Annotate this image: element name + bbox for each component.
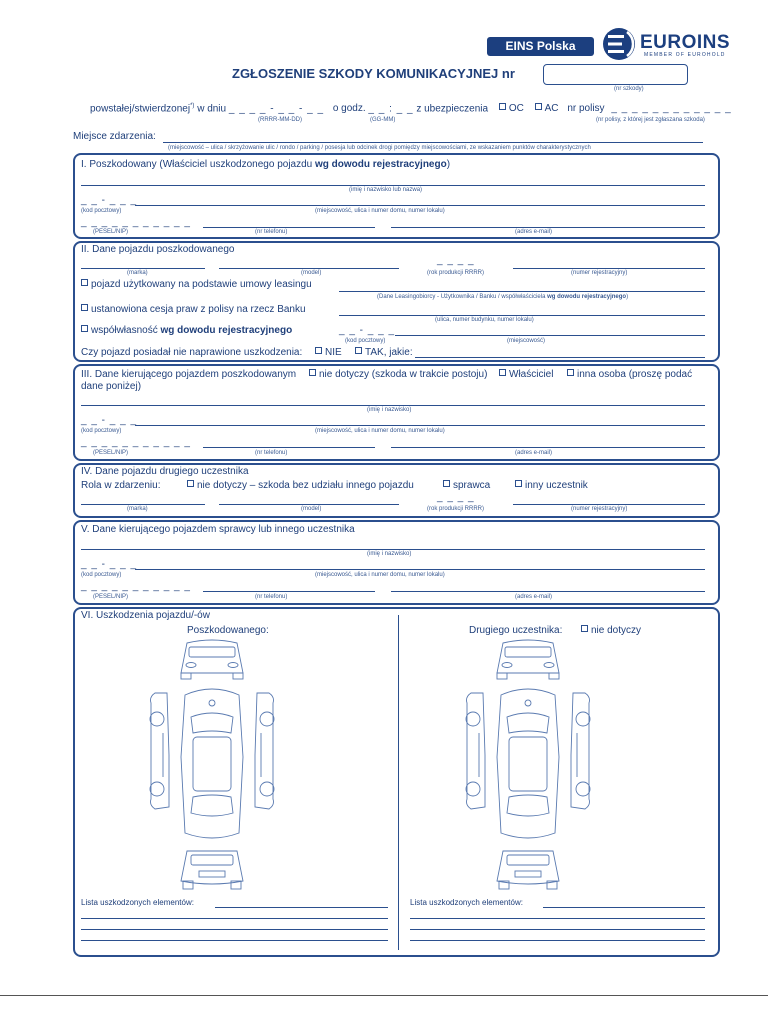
other-driver-email-field[interactable]: [391, 591, 705, 592]
driver-pesel-caption: (PESEL/NIP): [93, 450, 129, 456]
other-registration-caption: (numer rejestracyjny): [571, 506, 628, 512]
policy-caption: (nr polisy, z której jest zgłaszana szkoda): [596, 117, 705, 123]
date-caption: (RRRR-MM-DD): [258, 117, 302, 123]
oc-label: OC: [508, 103, 524, 115]
checkbox-icon: [81, 325, 88, 332]
section-5-title: V. Dane kierującego pojazdem sprawcy lub innego uczestnika: [81, 524, 355, 535]
no-other-vehicle-checkbox[interactable]: nie dotyczy – szkoda bez udziału innego pojazdu: [187, 480, 414, 491]
left-damage-line[interactable]: [81, 918, 388, 919]
policy-number-field[interactable]: _ _ _ _ _ _ _ _ _ _ _ _: [611, 103, 732, 115]
email-caption: (adres e-mail): [515, 229, 553, 235]
leasing-checkbox[interactable]: pojazd użytkowany na podstawie umowy leasingu: [81, 279, 312, 290]
nie-dotyczy-checkbox[interactable]: nie dotyczy (szkoda w trakcie postoju): [309, 369, 487, 380]
left-damage-line[interactable]: [81, 940, 388, 941]
wspolwlasnosc-checkbox[interactable]: współwłasność wg dowodu rejestracyjnego: [81, 325, 292, 336]
other-make-field[interactable]: [81, 504, 205, 505]
wlasciciel-checkbox[interactable]: Właściciel: [499, 369, 553, 380]
driver-postal-field[interactable]: _ _ - _ _ _: [81, 415, 138, 426]
sprawca-checkbox[interactable]: sprawca: [443, 480, 490, 491]
email-field[interactable]: [391, 227, 705, 228]
right-nie-dotyczy-checkbox[interactable]: nie dotyczy: [581, 625, 641, 636]
euroins-logo-sub: MEMBER OF EUROHOLD: [644, 52, 726, 58]
pesel-caption: (PESEL/NIP): [93, 229, 129, 235]
car-damage-diagram-right[interactable]: [463, 637, 593, 899]
ac-label: AC: [544, 103, 559, 115]
checkbox-icon: [355, 347, 362, 354]
page-footer-divider: [0, 995, 768, 996]
other-make-caption: (marka): [127, 506, 148, 512]
driver-phone-caption: (nr telefonu): [255, 450, 288, 456]
rola-label: Rola w zdarzeniu:: [81, 480, 161, 491]
registration-caption: (numer rejestracyjny): [571, 270, 628, 276]
other-driver-pesel-field[interactable]: _ _ _ _ _ _ _ _ _ _ _: [81, 581, 191, 592]
left-diagram-label: Poszkodowanego:: [187, 625, 269, 636]
right-damage-line[interactable]: [410, 940, 705, 941]
section-6-title: VI. Uszkodzenia pojazdu/-ów: [81, 610, 210, 621]
right-damage-line[interactable]: [543, 907, 705, 908]
address-field[interactable]: [135, 205, 705, 206]
left-damage-list-label: Lista uszkodzonych elementów:: [81, 898, 194, 907]
pesel-field[interactable]: _ _ _ _ _ _ _ _ _ _ _: [81, 217, 191, 228]
date-field[interactable]: _ _ _ _ - _ _ - _ _: [228, 103, 325, 115]
checkbox-icon: [567, 369, 574, 376]
eins-polska-badge: EINS Polska: [487, 37, 594, 56]
phone-caption: (nr telefonu): [255, 229, 288, 235]
other-driver-email-caption: (adres e-mail): [515, 594, 553, 600]
inna-osoba-checkbox[interactable]: inna osoba (proszę podać: [567, 369, 692, 380]
checkbox-icon: [515, 480, 522, 487]
prior-damage-field[interactable]: [415, 357, 705, 358]
left-damage-line[interactable]: [215, 907, 388, 908]
tak-checkbox[interactable]: TAK, jakie:: [355, 347, 413, 358]
other-driver-postal-caption: (kod pocztowy): [81, 572, 122, 578]
intro-line: [90, 103, 732, 114]
right-diagram-label: Drugiego uczestnika:: [469, 625, 563, 636]
other-model-field[interactable]: [219, 504, 399, 505]
section-2: [73, 241, 720, 362]
claim-number-caption: (nr szkody): [614, 86, 644, 92]
cesja-checkbox[interactable]: ustanowiona cesja praw z polisy na rzecz Banku: [81, 304, 306, 315]
form-title: ZGŁOSZENIE SZKODY KOMUNIKACYJNEJ nr: [232, 66, 515, 81]
other-driver-address-caption: (miejscowość, ulica i numer domu, numer lokalu): [315, 572, 445, 578]
miejsce-field[interactable]: [163, 142, 703, 143]
right-damage-line[interactable]: [410, 918, 705, 919]
intro-text: powstałej/stwierdzonej: [90, 103, 191, 115]
checkbox-icon: [499, 103, 506, 110]
other-driver-address-field[interactable]: [135, 569, 705, 570]
inna-osoba-cont: dane poniżej): [81, 381, 142, 392]
other-driver-postal-field[interactable]: _ _ - _ _ _: [81, 559, 138, 570]
car-damage-diagram-left[interactable]: [147, 637, 277, 899]
w-dniu-label: w dniu: [197, 103, 227, 115]
driver-pesel-field[interactable]: _ _ _ _ _ _ _ _ _ _ _: [81, 437, 191, 448]
other-driver-name-caption: (imię i nazwisko): [367, 551, 412, 557]
driver-email-field[interactable]: [391, 447, 705, 448]
driver-name-field[interactable]: [81, 405, 705, 406]
checkbox-icon: [499, 369, 506, 376]
section-4-title: IV. Dane pojazdu drugiego uczestnika: [81, 466, 249, 477]
leasing-field[interactable]: [339, 291, 705, 292]
oc-checkbox[interactable]: [499, 103, 524, 114]
co-owner-postal-field[interactable]: _ _ - _ _ _: [339, 325, 396, 336]
other-driver-phone-caption: (nr telefonu): [255, 594, 288, 600]
postal-code-field[interactable]: _ _ - _ _ _: [81, 195, 138, 206]
other-registration-field[interactable]: [513, 504, 705, 505]
footnote-mark: *): [190, 103, 195, 109]
phone-field[interactable]: [203, 227, 375, 228]
time-field[interactable]: _ _ : _ _: [368, 103, 414, 115]
postal-caption: (kod pocztowy): [81, 208, 122, 214]
prior-damage-question: Czy pojazd posiadał nie naprawione uszkodzenia:: [81, 347, 303, 358]
co-owner-city-field[interactable]: [395, 335, 705, 336]
make-caption: (marka): [127, 270, 148, 276]
registration-field[interactable]: [513, 268, 705, 269]
driver-phone-field[interactable]: [203, 447, 375, 448]
miejsce-caption: (miejscowość – ulica / skrzyżowanie ulic / rondo / parking / posesja lub odcinek drogi pomiędzy miejscowościami, ze wskazaniem punktów charakterystycznych: [168, 145, 591, 151]
other-model-caption: (model): [301, 506, 322, 512]
other-driver-pesel-caption: (PESEL/NIP): [93, 594, 129, 600]
driver-address-caption: (miejscowość, ulica i numer domu, numer lokalu): [315, 428, 445, 434]
other-year-caption: (rok produkcji RRRR): [427, 506, 485, 512]
name-field[interactable]: [81, 185, 705, 186]
address-caption: (miejscowość, ulica i numer domu, numer lokalu): [315, 208, 445, 214]
year-field[interactable]: _ _ _ _: [437, 255, 475, 266]
section-1-title: I. Poszkodowany (Właściciel uszkodzonego pojazdu wg dowodu rejestracyjnego): [81, 159, 451, 170]
checkbox-icon: [81, 304, 88, 311]
checkbox-icon: [309, 369, 316, 376]
nr-polisy-label: nr polisy: [567, 103, 605, 115]
checkbox-icon: [581, 625, 588, 632]
section-1: [73, 153, 720, 239]
right-damage-list-label: Lista uszkodzonych elementów:: [410, 898, 523, 907]
claim-number-field[interactable]: [543, 64, 688, 85]
driver-address-field[interactable]: [135, 425, 705, 426]
checkbox-icon: [443, 480, 450, 487]
right-damage-line[interactable]: [410, 929, 705, 930]
section-3: [73, 364, 720, 461]
euroins-logo-icon: [601, 26, 637, 62]
checkbox-icon: [187, 480, 194, 487]
section-6-divider: [398, 615, 399, 950]
euroins-logo: EUROINS: [640, 32, 731, 53]
make-field[interactable]: [81, 268, 205, 269]
section-2-title: II. Dane pojazdu poszkodowanego: [81, 244, 235, 255]
miejsce-label: Miejsce zdarzenia:: [73, 131, 156, 142]
z-ubezpieczenia-label: z ubezpieczenia: [416, 103, 489, 115]
model-caption: (model): [301, 270, 322, 276]
cesja-caption: (ulica, numer budynku, numer lokalu): [435, 317, 534, 323]
leasing-caption: (Dane Leasingobiorcy - Użytkownika / Banku / współwłaściciela wg dowodu rejestracyjnego): [377, 294, 629, 300]
checkbox-icon: [81, 279, 88, 286]
left-damage-line[interactable]: [81, 929, 388, 930]
section-6: [73, 607, 720, 957]
driver-name-caption: (imię i nazwisko): [367, 407, 412, 413]
checkbox-icon: [535, 103, 542, 110]
other-year-field[interactable]: _ _ _ _: [437, 492, 475, 503]
co-owner-city-caption: (miejscowość): [507, 338, 546, 344]
bank-field[interactable]: [339, 315, 705, 316]
co-owner-postal-caption: (kod pocztowy): [345, 338, 386, 344]
section-4: [73, 463, 720, 518]
section-5: [73, 520, 720, 605]
ac-checkbox[interactable]: [535, 103, 559, 114]
other-driver-phone-field[interactable]: [203, 591, 375, 592]
o-godz-label: o godz.: [332, 103, 366, 115]
other-driver-name-field[interactable]: [81, 549, 705, 550]
time-caption: (GG-MM): [370, 117, 396, 123]
driver-postal-caption: (kod pocztowy): [81, 428, 122, 434]
nie-checkbox[interactable]: NIE: [315, 347, 342, 358]
driver-email-caption: (adres e-mail): [515, 450, 553, 456]
checkbox-icon: [315, 347, 322, 354]
name-caption: (imię i nazwisko lub nazwa): [349, 187, 423, 193]
year-caption: (rok produkcji RRRR): [427, 270, 485, 276]
section-3-title: III. Dane kierującego pojazdem poszkodowanym: [81, 369, 297, 380]
model-field[interactable]: [219, 268, 399, 269]
inny-uczestnik-checkbox[interactable]: inny uczestnik: [515, 480, 588, 491]
